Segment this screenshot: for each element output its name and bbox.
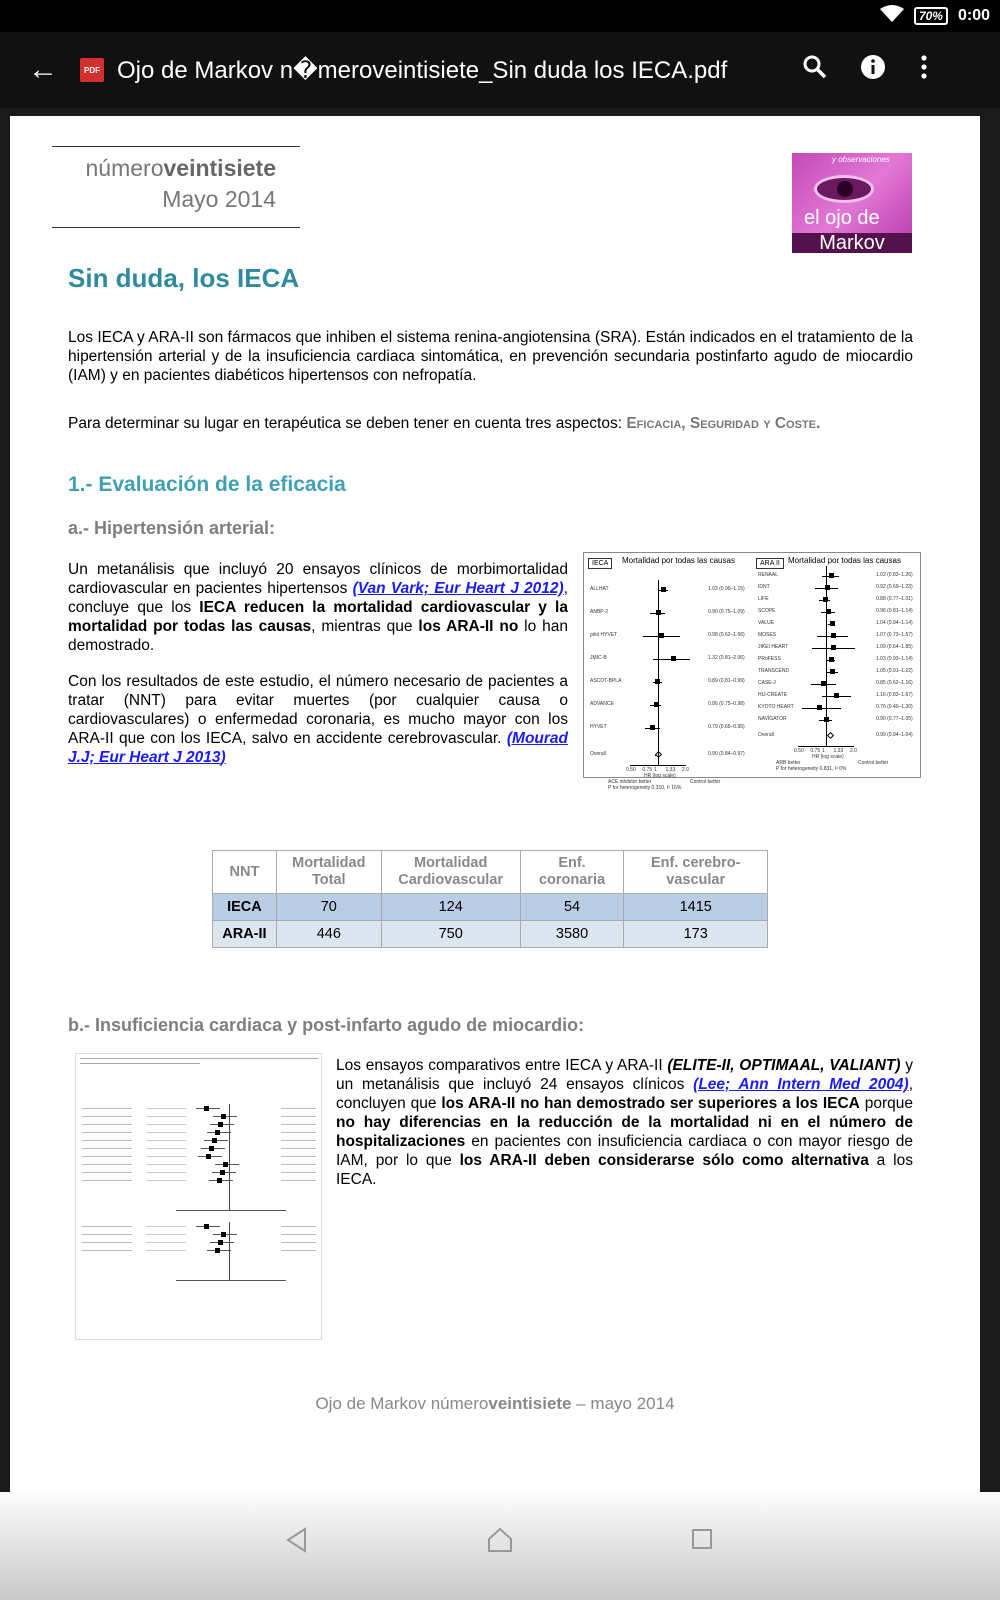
count-line <box>146 1164 186 1165</box>
estimate-marker <box>221 1232 226 1237</box>
study-label-line <box>82 1180 132 1181</box>
axis-tick-label: 1.33 <box>665 767 676 773</box>
estimate-marker <box>671 656 676 661</box>
result-line <box>281 1140 316 1141</box>
result-line <box>281 1172 316 1173</box>
result-line <box>281 1242 316 1243</box>
overall-diamond <box>827 732 834 739</box>
forest-row <box>758 656 918 664</box>
study-name: ANBP-2 <box>590 609 609 615</box>
forest-overall-row <box>758 732 918 740</box>
result-line <box>281 1234 316 1235</box>
study-name: JMIC-B <box>590 655 607 661</box>
hr-value: 0.88 (0.77–1.01) <box>876 596 913 602</box>
estimate-marker <box>215 1130 220 1135</box>
study-label-line <box>82 1140 132 1141</box>
study-name: TRANSCEND <box>758 668 790 674</box>
battery-indicator: 70% <box>914 7 948 25</box>
study-name: LIFE <box>758 596 769 602</box>
estimate-marker <box>830 669 835 674</box>
estimate-marker <box>817 705 822 710</box>
axis-tick-label: 2.0 <box>682 767 689 773</box>
section-heading-efficacy: 1.- Evaluación de la eficacia <box>68 473 346 496</box>
result-line <box>281 1156 316 1157</box>
study-name: ALLHAT <box>590 586 609 592</box>
forest-row <box>758 644 918 652</box>
result-line <box>281 1108 316 1109</box>
count-line <box>146 1180 186 1181</box>
count-line <box>146 1148 186 1149</box>
pdf-file-icon: PDF <box>80 58 104 82</box>
x-axis <box>630 765 686 766</box>
count-line <box>146 1116 186 1117</box>
estimate-marker <box>217 1178 222 1183</box>
forest-row <box>758 608 918 616</box>
hr-value: 0.85 (0.62–1.16) <box>876 680 913 686</box>
study-name: HIJ-CREATE <box>758 692 788 698</box>
heterogeneity-label: P for heterogeneity 0.310, I² 16% <box>608 785 682 791</box>
count-line <box>146 1124 186 1125</box>
eye-icon <box>814 175 874 203</box>
study-label-line <box>82 1250 132 1251</box>
count-line <box>146 1140 186 1141</box>
study-name: NAVIGATOR <box>758 716 787 722</box>
aspects-list: Eficacia, Seguridad y Coste. <box>626 415 821 432</box>
study-label-line <box>82 1156 132 1157</box>
estimate-marker <box>831 645 836 650</box>
result-line <box>281 1180 316 1181</box>
forest-panel-ieca <box>586 556 751 791</box>
axis-tick-label: 0.50 <box>794 748 804 754</box>
panel-title-ara: Mortalidad por todas las causas <box>788 556 901 565</box>
result-line <box>281 1116 316 1117</box>
wifi-icon <box>880 5 904 28</box>
hr-value: 0.96 (0.81–1.14) <box>876 608 913 614</box>
axis-tick-label: 0.50 <box>626 767 636 773</box>
table-cell: IECA <box>213 894 277 921</box>
reference-line <box>658 580 659 765</box>
result-line <box>281 1124 316 1125</box>
axis-label: HR (log scale) <box>644 773 676 779</box>
hypertension-paragraph-1: Un metanálisis que incluyó 20 ensayos clínicos de morbimortalidad cardiovascular en pacientes hipertensos (Van Vark; Eur Heart J 2012), concluye que los IECA reducen la mortalidad cardiovascular y la mortalidad por todas las causas, mientras que los ARA-II no lo han demostrado. <box>68 561 568 654</box>
figure-caption-line <box>80 1058 318 1059</box>
status-bar <box>0 0 1000 32</box>
column-header: Enf. cerebro-vascular <box>624 851 768 894</box>
intro-paragraph: Los IECA y ARA-II son fármacos que inhiben el sistema renina-angiotensina (SRA). Están indicados en el tratamiento de la hipertensión arterial y de la insuficiencia cardiaca sintomática, en prevención secundaria postinfarto agudo de miocardio (IAM) y en pacientes diabéticos hipertensos con nefropatía. <box>68 329 913 384</box>
hr-value: 0.89 (0.81–0.99) <box>708 678 745 684</box>
app-bar <box>0 32 1000 108</box>
estimate-marker <box>830 621 835 626</box>
estimate-marker <box>220 1170 225 1175</box>
forest-row <box>758 620 918 628</box>
reference-line <box>826 566 827 746</box>
study-name: PRoFESS <box>758 656 781 662</box>
hr-value: 0.86 (0.75–0.98) <box>708 701 745 707</box>
table-cell: 124 <box>381 894 520 921</box>
study-name: KYOTO HEART <box>758 704 794 710</box>
estimate-marker <box>829 657 834 662</box>
hr-value: 1.03 (0.93–1.14) <box>876 656 913 662</box>
result-line <box>281 1226 316 1227</box>
study-label-line <box>82 1148 132 1149</box>
panel-label-ara: ARA II <box>756 558 784 569</box>
column-header: NNT <box>213 851 277 894</box>
count-line <box>146 1156 186 1157</box>
table-cell: 70 <box>276 894 381 921</box>
column-header: Enf. coronaria <box>520 851 624 894</box>
issue-header <box>52 146 300 228</box>
info-icon[interactable] <box>860 54 886 87</box>
count-line <box>146 1226 186 1227</box>
hr-value: 0.76 (0.40–1.30) <box>876 704 913 710</box>
page-title: Sin duda, los IECA <box>68 263 300 293</box>
study-name: RENAAL <box>758 572 779 578</box>
forest-row <box>758 716 918 724</box>
issue-date: Mayo 2014 <box>162 186 276 212</box>
table-cell: 446 <box>276 921 381 948</box>
back-arrow-icon[interactable]: ← <box>28 53 58 86</box>
page-footer: Ojo de Markov númeroveintisiete – mayo 2014 <box>315 1394 675 1413</box>
forest-row <box>758 596 918 604</box>
hr-value: 0.79 (0.65–0.95) <box>708 724 745 730</box>
hr-value: 0.90 (0.84–0.97) <box>708 751 745 757</box>
hr-value: 1.32 (0.81–2.06) <box>708 655 745 661</box>
hr-value: 1.09 (0.64–1.85) <box>876 644 913 650</box>
estimate-marker <box>829 573 834 578</box>
forest-row <box>590 678 750 686</box>
study-label-line <box>82 1234 132 1235</box>
estimate-marker <box>659 633 664 638</box>
control-label: Control better <box>858 760 889 766</box>
estimate-marker <box>650 725 655 730</box>
study-name: pilot HYVET <box>590 632 618 638</box>
subsection-hypertension: a.- Hipertensión arterial: <box>68 518 276 538</box>
heart-failure-forest-plot-image <box>75 1053 322 1340</box>
study-name: SCOPE <box>758 608 776 614</box>
citation-link-lee[interactable]: (Lee; Ann Intern Med 2004) <box>693 1076 909 1093</box>
forest-row <box>758 572 918 580</box>
study-label-line <box>82 1132 132 1133</box>
hr-value: 0.90 (0.75–1.09) <box>708 609 745 615</box>
study-name: VALUE <box>758 620 775 626</box>
count-line <box>146 1242 186 1243</box>
nnt-table <box>212 850 768 948</box>
study-name: ADVANCE <box>590 701 614 707</box>
estimate-marker <box>831 633 836 638</box>
count-line <box>146 1172 186 1173</box>
hr-value: 0.90 (0.77–1.05) <box>876 716 913 722</box>
count-line <box>146 1234 186 1235</box>
forest-row <box>758 680 918 688</box>
estimate-marker <box>826 609 831 614</box>
result-line <box>281 1250 316 1251</box>
hr-value: 0.98 (0.62–1.56) <box>708 632 745 638</box>
better-label: ARB better <box>776 760 801 766</box>
estimate-marker <box>206 1154 211 1159</box>
count-line <box>146 1108 186 1109</box>
nav-home-icon[interactable] <box>486 1527 514 1560</box>
study-name: Overall <box>758 732 774 738</box>
nav-back-icon[interactable] <box>285 1527 309 1560</box>
estimate-marker <box>223 1162 228 1167</box>
count-line <box>146 1250 186 1251</box>
citation-link-mourad[interactable]: Mourad J.J; Eur Heart J 2013 <box>68 730 568 766</box>
forest-row <box>758 632 918 640</box>
study-name: Overall <box>590 751 606 757</box>
forest-row <box>758 704 918 712</box>
axis-tick-label: 0.75 <box>642 767 653 773</box>
axis-tick-label: 2.0 <box>850 748 857 754</box>
hypertension-paragraph-2: Con los resultados de este estudio, el número necesario de pacientes a tratar (NNT) para evitar muertes (por cualquier causa o cardiovasculares) o enfermedad coronaria, es mucho mayor con los ARA-II que con los IECA, salvo en accidente cerebrovascular. (Mourad J.J; Eur Heart J 2013) <box>68 673 568 766</box>
estimate-marker <box>661 587 666 592</box>
figure-caption-line <box>80 1063 200 1064</box>
panel-label-ieca: IECA <box>588 558 612 569</box>
search-icon[interactable] <box>802 54 828 87</box>
table-header-row <box>213 851 768 894</box>
study-name: MOSES <box>758 632 777 638</box>
x-axis <box>798 746 854 747</box>
pdf-page[interactable] <box>10 116 980 1501</box>
table-cell: 1415 <box>624 894 768 921</box>
estimate-marker <box>204 1224 209 1229</box>
axis-label: HR (log scale) <box>812 754 844 760</box>
estimate-marker <box>215 1248 220 1253</box>
study-label-line <box>82 1108 132 1109</box>
estimate-marker <box>218 1240 223 1245</box>
table-cell: 173 <box>624 921 768 948</box>
subsection-heart-failure: b.- Insuficiencia cardiaca y post-infarto agudo de miocardio: <box>68 1015 585 1035</box>
citation-link-van-vark[interactable]: (Van Vark; Eur Heart J 2012) <box>352 580 564 597</box>
issue-number: veintisiete <box>163 155 276 181</box>
column-header: Mortalidad Total <box>276 851 381 894</box>
reference-line <box>229 1222 230 1280</box>
clock: 0:00 <box>957 7 990 24</box>
forest-row <box>758 668 918 676</box>
table-cell: 750 <box>381 921 520 948</box>
heterogeneity-label: P for heterogeneity 0.831, I² 0% <box>776 766 847 772</box>
table-row <box>213 921 768 948</box>
estimate-marker <box>204 1106 209 1111</box>
forest-overall-row <box>590 751 750 759</box>
x-axis <box>176 1210 286 1211</box>
forest-row <box>590 724 750 732</box>
study-name: JIKEI HEART <box>758 644 789 650</box>
forest-panel-ara <box>754 556 919 776</box>
hr-value: 0.92 (0.69–1.23) <box>876 584 913 590</box>
nav-recents-icon[interactable] <box>690 1527 714 1558</box>
hr-value: 1.16 (0.83–1.67) <box>876 692 913 698</box>
reference-line <box>229 1104 230 1210</box>
hr-value: 1.04 (0.94–1.14) <box>876 620 913 626</box>
forest-row <box>590 655 750 663</box>
forest-row <box>590 586 750 594</box>
forest-row <box>590 632 750 640</box>
hr-value: 1.05 (0.91–1.22) <box>876 668 913 674</box>
table-cell: ARA-II <box>213 921 277 948</box>
estimate-marker <box>212 1138 217 1143</box>
table-row <box>213 894 768 921</box>
study-label-line <box>82 1116 132 1117</box>
result-line <box>281 1132 316 1133</box>
study-name: IDNT <box>758 584 770 590</box>
study-label-line <box>82 1124 132 1125</box>
study-name: ASCOT-BPLA <box>590 678 622 684</box>
system-nav-bar <box>0 1492 1000 1600</box>
x-axis <box>176 1280 286 1281</box>
issue-number-prefix: número <box>85 155 164 181</box>
study-label-line <box>82 1226 132 1227</box>
better-label: ACE inhibitor better <box>608 779 652 785</box>
hr-value: 1.02 (0.83–1.26) <box>876 572 913 578</box>
hr-value: 1.07 (0.73–1.57) <box>876 632 913 638</box>
forest-row <box>758 692 918 700</box>
heart-failure-paragraph: Los ensayos comparativos entre IECA y ARA-II (ELITE-II, OPTIMAAL, VALIANT) y un metanálisis que incluyó 24 ensayos clínicos (Lee; Ann Intern Med 2004), concluyen que los ARA-II no han demostrado ser superiores a los IECA porque no hay diferencias en la reducción de la mortalidad ni en el número de hospitalizaciones en pacientes con insuficiencia cardiaca o con mayor riesgo de IAM, por lo que los ARA-II deben considerarse sólo como alternativa a los IECA. <box>336 1057 913 1188</box>
markov-eye-logo: y observaciones el ojo de Markov <box>792 153 912 253</box>
axis-tick-label: 1 <box>822 748 825 754</box>
estimate-marker <box>221 1114 226 1119</box>
column-header: Mortalidad Cardiovascular <box>381 851 520 894</box>
estimate-marker <box>209 1146 214 1151</box>
control-label: Control better <box>690 779 721 785</box>
axis-tick-label: 1 <box>654 767 657 773</box>
axis-tick-label: 1.33 <box>833 748 844 754</box>
result-line <box>281 1148 316 1149</box>
table-cell: 3580 <box>520 921 624 948</box>
study-label-line <box>82 1164 132 1165</box>
forest-plot-figure <box>583 552 921 791</box>
aspects-paragraph: Para determinar su lugar en terapéutica se deben tener en cuenta tres aspectos: Eficacia, Seguridad y Coste. <box>68 415 821 432</box>
estimate-marker <box>834 693 839 698</box>
count-line <box>146 1132 186 1133</box>
forest-row <box>590 701 750 709</box>
document-title: Ojo de Markov n�meroveintisiete_Sin duda los IECA.pdf <box>117 56 728 84</box>
estimate-marker <box>218 1122 223 1127</box>
forest-row <box>590 609 750 617</box>
study-name: CASE-J <box>758 680 776 686</box>
study-label-line <box>82 1172 132 1173</box>
forest-row <box>758 584 918 592</box>
axis-tick-label: 0.75 <box>810 748 821 754</box>
hr-value: 0.99 (0.94–1.04) <box>876 732 913 738</box>
study-label-line <box>82 1242 132 1243</box>
table-cell: 54 <box>520 894 624 921</box>
more-options-icon[interactable] <box>918 54 930 87</box>
result-line <box>281 1164 316 1165</box>
study-name: HYVET <box>590 724 607 730</box>
panel-title-ieca: Mortalidad por todas las causas <box>622 556 735 565</box>
hr-value: 1.03 (0.90–1.15) <box>708 586 745 592</box>
